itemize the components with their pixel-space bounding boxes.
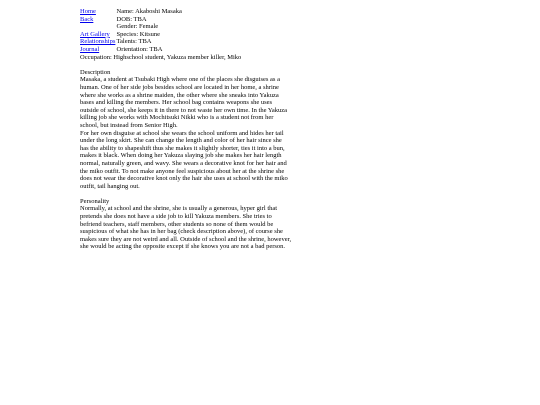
- gender-field: Gender: Female: [116, 23, 159, 31]
- home-link[interactable]: Home: [80, 8, 96, 15]
- description-paragraph: Masaka, a student at Tsubaki High where one of the places she disguises as a human. One of her side jobs besides school are located in her home, a shrine where she works as a shrine maiden, the other where she sneaks into Yakuza bases and killing the members. Her school bag contains weapons she uses outside of school, she keeps it in there to not waste her own time. In the Yakuza killing job she works with Mochitsuki Nikki who is a student not from her school, but instead from Senior High.: [80, 76, 288, 129]
- profile-info: [117, 8, 182, 54]
- description-section: [80, 69, 292, 191]
- occupation-field: Occupation: Highschool student, Yakuza member killer, Miko: [80, 53, 242, 61]
- profile-header: [80, 8, 292, 54]
- personality-paragraph: Normally, at school and the shrine, she is usually a generous, hyper girl that pretends she does not have a side job to kill Yakuza members. She tries to befriend teachers, staff members, other students so none of them would be suspicious of what she has in her bag (check description above), of course she makes sure they are not weird and all. Outside of school and the shrine, however, she would be acting the opposite except if she knows you are not a bad person.: [80, 205, 292, 251]
- profile-page: [80, 8, 292, 259]
- talents-field: Talents: TBA: [116, 38, 152, 46]
- journal-link[interactable]: Journal: [80, 45, 100, 53]
- description-title: Description: [80, 68, 111, 76]
- personality-section: [80, 198, 292, 251]
- dob-field: DOB: TBA: [116, 15, 147, 23]
- art-gallery-link[interactable]: Art Gallery: [80, 30, 110, 38]
- relationships-link[interactable]: Relationships: [80, 38, 116, 46]
- nav-links: [80, 8, 120, 54]
- back-link[interactable]: Back: [80, 15, 94, 23]
- description-paragraph: For her own disguise at school she wears the school uniform and hides her tail under the long skirt. She can change the length and color of her hair since she has the ability to shapeshift thus she makes it slightly shorter, ties it into a bun, makes it black. When doing her Yakuza slaying job she makes her hair length normal, naturally green, and wavy. She wears a decorative knot for her hair and the miko outfit. To not make anyone feel suspicious about her at the shrine she does not wear the decorative knot only the hair she uses at school with the miko outfit, tail hanging out.: [80, 129, 288, 190]
- orientation-field: Orientation: TBA: [116, 45, 163, 53]
- species-field: Species: Kitsune: [116, 30, 161, 38]
- personality-title: Personality: [80, 197, 110, 205]
- name-field: Name: Akaboshi Masaka: [116, 8, 182, 15]
